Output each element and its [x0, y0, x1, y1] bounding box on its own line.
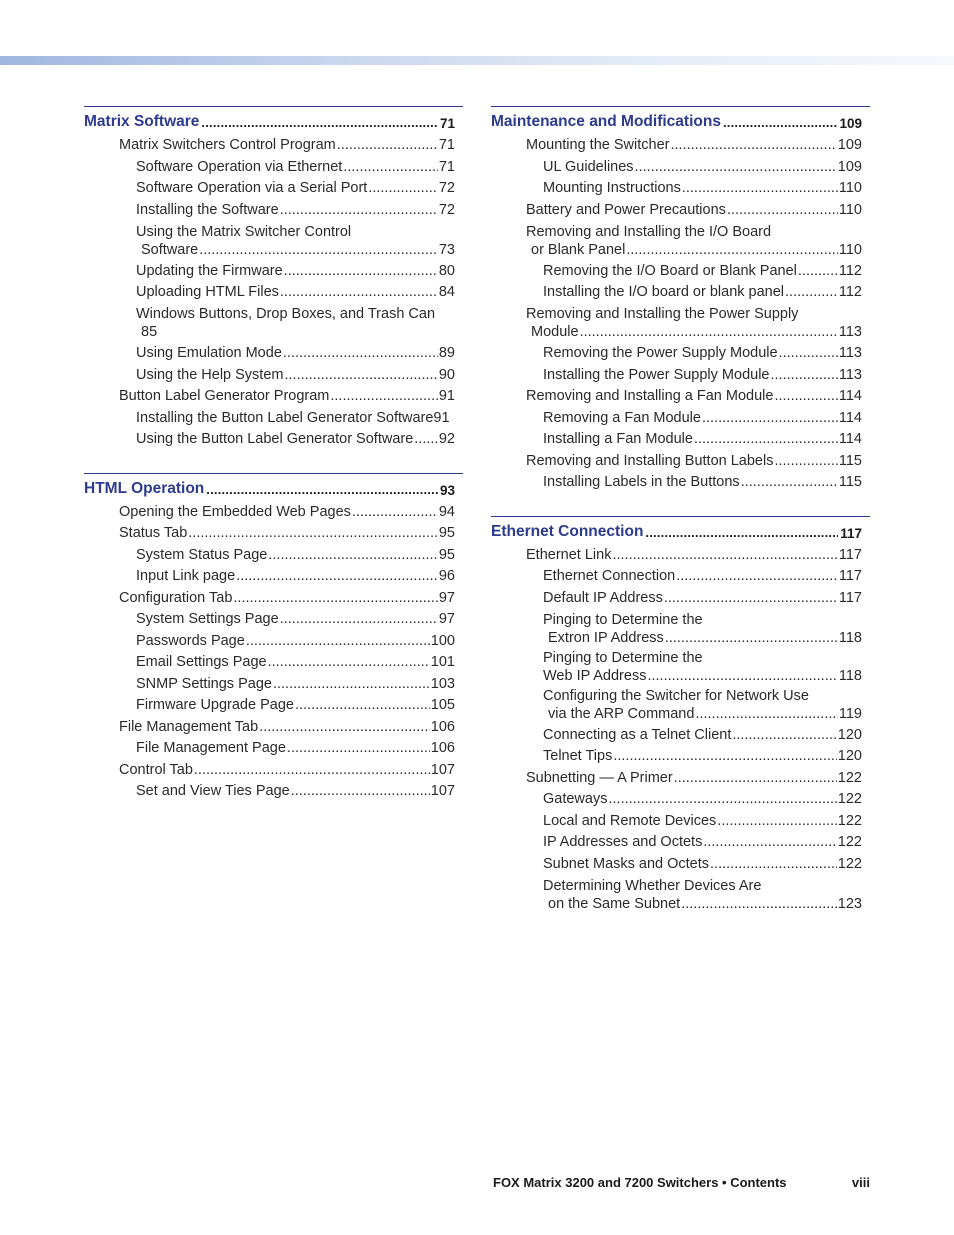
- entry-title-continued: [526, 323, 862, 341]
- toc-entry[interactable]: [491, 832, 870, 854]
- entry-title: Pinging to Determine the: [543, 611, 703, 628]
- dot-leader: [194, 760, 430, 782]
- entry-page-number: 107: [430, 761, 455, 778]
- dot-leader: [246, 631, 430, 653]
- entry-page-number: 103: [430, 675, 455, 692]
- entry-page-number: 118: [838, 667, 862, 684]
- entry-title: Set and View Ties Page: [136, 783, 290, 799]
- entry-page-number: 118: [838, 629, 862, 646]
- dot-leader: [717, 811, 837, 833]
- entry-title: Status Tab: [119, 525, 188, 541]
- entry-title: Using Emulation Mode: [136, 345, 282, 361]
- toc-entry[interactable]: [84, 261, 463, 283]
- entry-page-number: 106: [430, 740, 455, 756]
- dot-leader: [665, 629, 838, 647]
- section-heading[interactable]: [491, 516, 870, 541]
- entry-page-number: 115: [838, 474, 862, 490]
- dot-leader: [676, 566, 838, 588]
- toc-entry[interactable]: [84, 717, 463, 739]
- dot-leader: [206, 482, 438, 497]
- entry-page-number: 92: [438, 431, 455, 447]
- entry-page-number: 97: [438, 611, 455, 627]
- entry-page-number: 113: [838, 345, 862, 361]
- section-title: Ethernet Connection: [491, 522, 644, 540]
- entry-page-number: 113: [838, 366, 862, 383]
- toc-left-column: [84, 106, 463, 825]
- entry-page-number: 113: [838, 324, 862, 340]
- toc-entry[interactable]: [84, 178, 463, 200]
- entry-title: Ethernet Connection: [543, 568, 676, 584]
- section-heading[interactable]: [84, 473, 463, 498]
- entry-title: Mounting Instructions: [543, 180, 681, 196]
- entry-page-number: 95: [438, 525, 455, 541]
- toc-entry[interactable]: [491, 386, 870, 408]
- entry-title: Installing the Power Supply Module: [543, 366, 770, 383]
- footer-page-number: viii: [851, 1175, 870, 1190]
- dot-leader: [280, 282, 438, 304]
- dot-leader: [741, 472, 838, 494]
- dot-leader: [188, 523, 438, 545]
- entry-page-number: 97: [438, 589, 455, 606]
- entry-title: Removing and Installing the Power Supply: [526, 306, 799, 322]
- entry-title-continued: [136, 241, 455, 259]
- dot-leader: [284, 365, 437, 387]
- entry-title: Firmware Upgrade Page: [136, 697, 294, 713]
- dot-leader: [608, 789, 836, 811]
- toc-entry[interactable]: [491, 472, 870, 494]
- toc-entry[interactable]: [491, 789, 870, 811]
- entry-title-line2: 85: [141, 324, 158, 340]
- toc-entry[interactable]: [84, 408, 463, 430]
- toc-entry[interactable]: [84, 386, 463, 408]
- entry-title: Using the Help System: [136, 366, 284, 383]
- entry-title-continued: [543, 667, 862, 685]
- dot-leader: [645, 525, 838, 540]
- toc-entry[interactable]: [491, 877, 870, 913]
- entry-title: File Management Page: [136, 740, 286, 756]
- dot-leader: [674, 768, 837, 790]
- entry-page-number: 71: [438, 137, 455, 153]
- entry-title: Installing a Fan Module: [543, 431, 693, 447]
- entry-title: Telnet Tips: [543, 748, 613, 764]
- toc-entry[interactable]: [491, 811, 870, 833]
- entry-page-number: 84: [438, 284, 455, 300]
- entry-page-number: 107: [430, 783, 455, 799]
- entry-title: Input Link page: [136, 568, 236, 584]
- entry-page-number: 112: [838, 262, 862, 279]
- toc-entry[interactable]: [84, 502, 463, 524]
- entry-title: Updating the Firmware: [136, 262, 283, 279]
- toc-entry[interactable]: [84, 738, 463, 760]
- entry-title: Configuring the Switcher for Network Use: [543, 687, 809, 704]
- toc-entry[interactable]: [84, 588, 463, 610]
- entry-title: Installing the I/O board or blank panel: [543, 284, 785, 300]
- entry-title: Determining Whether Devices Are: [543, 877, 762, 894]
- dot-leader: [785, 282, 838, 304]
- toc-entry[interactable]: [84, 343, 463, 365]
- dot-leader: [798, 261, 838, 283]
- dot-leader: [284, 261, 438, 283]
- dot-leader: [280, 200, 438, 222]
- dot-leader: [774, 451, 837, 473]
- dot-leader: [702, 408, 838, 430]
- toc-entry[interactable]: [491, 408, 870, 430]
- entry-page-number: 90: [438, 366, 455, 383]
- toc-entry[interactable]: [491, 223, 870, 259]
- entry-title: Button Label Generator Program: [119, 388, 330, 404]
- entry-title: Removing and Installing Button Labels: [526, 452, 774, 469]
- entry-page-number: 89: [438, 345, 455, 361]
- entry-page-number: 119: [838, 705, 862, 722]
- entry-page-number: 91: [438, 388, 455, 404]
- toc-entry[interactable]: [491, 261, 870, 283]
- toc-entry[interactable]: [491, 429, 870, 451]
- dot-leader: [664, 588, 838, 610]
- entry-title: Default IP Address: [543, 589, 663, 606]
- toc-entry[interactable]: [491, 178, 870, 200]
- entry-title: File Management Tab: [119, 718, 259, 735]
- entry-title-continued: [136, 323, 455, 341]
- entry-page-number: 112: [838, 284, 862, 300]
- entry-title-continued: [543, 629, 862, 647]
- dot-leader: [295, 695, 430, 717]
- entry-title: Battery and Power Precautions: [526, 201, 726, 218]
- entry-title: Gateways: [543, 791, 608, 807]
- entry-page-number: 105: [430, 697, 455, 713]
- dot-leader: [201, 115, 438, 130]
- dot-leader: [343, 157, 438, 179]
- entry-title: Software Operation via Ethernet: [136, 158, 343, 175]
- dot-leader: [681, 895, 837, 913]
- entry-title: Removing a Fan Module: [543, 409, 701, 426]
- entry-title: Subnet Masks and Octets: [543, 855, 710, 872]
- entry-page-number: 117: [838, 589, 862, 606]
- header-gradient-bar: [0, 56, 954, 65]
- dot-leader: [268, 545, 437, 567]
- entry-title: Installing the Button Label Generator Software91: [136, 409, 450, 426]
- entry-page-number: 115: [838, 452, 862, 469]
- entry-title: Installing the Software: [136, 201, 279, 218]
- toc-entry[interactable]: [84, 523, 463, 545]
- dot-leader: [236, 566, 438, 588]
- entry-page-number: 114: [838, 409, 862, 426]
- entry-title-continued: [526, 241, 862, 259]
- dot-leader: [199, 241, 438, 259]
- section-page-number: 117: [840, 525, 862, 541]
- entry-page-number: 110: [838, 241, 862, 258]
- toc-entry[interactable]: [84, 157, 463, 179]
- entry-title-line2: Module: [531, 324, 579, 340]
- dot-leader: [694, 429, 838, 451]
- entry-title: Using the Matrix Switcher Control: [136, 223, 352, 240]
- entry-page-number: 120: [837, 726, 862, 743]
- entry-title: Removing and Installing a Fan Module: [526, 388, 774, 404]
- entry-page-number: 95: [438, 546, 455, 563]
- dot-leader: [635, 157, 837, 179]
- dot-leader: [779, 343, 838, 365]
- entry-page-number: 96: [438, 568, 455, 584]
- dot-leader: [682, 178, 838, 200]
- section-heading[interactable]: [84, 106, 463, 131]
- footer-title: FOX Matrix 3200 and 7200 Switchers • Contents: [493, 1175, 787, 1190]
- entry-title: Uploading HTML Files: [136, 284, 279, 300]
- toc-entry[interactable]: [84, 695, 463, 717]
- dot-leader: [352, 502, 438, 524]
- toc-entry[interactable]: [84, 305, 463, 341]
- entry-title: Software Operation via a Serial Port: [136, 180, 368, 196]
- section-title: Maintenance and Modifications: [491, 113, 721, 130]
- toc-entry[interactable]: [491, 725, 870, 747]
- entry-title: Matrix Switchers Control Program: [119, 137, 336, 153]
- toc-entry[interactable]: [84, 781, 463, 803]
- toc-entry[interactable]: [491, 746, 870, 768]
- entry-title: Local and Remote Devices: [543, 812, 717, 829]
- dot-leader: [233, 588, 437, 610]
- entry-page-number: 122: [837, 791, 862, 807]
- dot-leader: [368, 178, 438, 200]
- dot-leader: [268, 652, 430, 674]
- toc-entry[interactable]: [84, 365, 463, 387]
- entry-title: Windows Buttons, Drop Boxes, and Trash Can: [136, 306, 436, 322]
- entry-title: Using the Button Label Generator Software: [136, 431, 414, 447]
- dot-leader: [273, 674, 430, 696]
- dot-leader: [710, 854, 837, 876]
- section-title: HTML Operation: [84, 479, 205, 497]
- section-title: Matrix Software: [84, 113, 200, 130]
- entry-title: Pinging to Determine the: [543, 649, 703, 666]
- entry-page-number: 110: [838, 180, 862, 196]
- dot-leader: [771, 365, 838, 387]
- entry-page-number: 123: [837, 895, 862, 912]
- entry-page-number: 122: [837, 855, 862, 872]
- entry-title: Configuration Tab: [119, 589, 233, 606]
- toc-entry[interactable]: [491, 854, 870, 876]
- toc-entry[interactable]: [84, 674, 463, 696]
- entry-page-number: 72: [438, 201, 455, 218]
- toc-entry[interactable]: [491, 305, 870, 341]
- dot-leader: [283, 343, 438, 365]
- entry-page-number: 106: [430, 718, 455, 735]
- toc-entry[interactable]: [491, 282, 870, 304]
- entry-page-number: 101: [430, 654, 455, 670]
- toc-entry[interactable]: [491, 135, 870, 157]
- toc-entry[interactable]: [84, 429, 463, 451]
- toc-entry[interactable]: [84, 609, 463, 631]
- entry-page-number: 109: [837, 137, 862, 153]
- toc-entry[interactable]: [84, 282, 463, 304]
- toc-entry[interactable]: [491, 768, 870, 790]
- entry-page-number: 72: [438, 180, 455, 196]
- entry-page-number: 114: [838, 388, 862, 404]
- dot-leader: [626, 241, 838, 259]
- toc-entry[interactable]: [84, 760, 463, 782]
- section-page-number: 71: [439, 116, 455, 131]
- entry-title: Mounting the Switcher: [526, 137, 670, 153]
- section-page-number: 93: [439, 482, 455, 498]
- toc-entry[interactable]: [491, 611, 870, 647]
- entry-title-continued: [543, 895, 862, 913]
- toc-entry[interactable]: [491, 566, 870, 588]
- toc-entry[interactable]: [491, 687, 870, 723]
- toc-section: [491, 106, 870, 494]
- entry-title: Connecting as a Telnet Client: [543, 726, 732, 743]
- entry-page-number: 122: [837, 769, 862, 786]
- toc-entry[interactable]: [491, 588, 870, 610]
- dot-leader: [337, 135, 438, 157]
- entry-title: Passwords Page: [136, 632, 245, 649]
- entry-title: UL Guidelines: [543, 158, 634, 175]
- toc-right-column: [491, 106, 870, 935]
- dot-leader: [695, 705, 837, 723]
- dot-leader: [703, 832, 836, 854]
- entry-page-number: 100: [430, 632, 455, 649]
- toc-section: [84, 106, 463, 451]
- entry-title-line2: via the ARP Command: [548, 705, 695, 722]
- entry-page-number: 122: [837, 812, 862, 829]
- entry-page-number: 73: [438, 241, 455, 258]
- entry-title: IP Addresses and Octets: [543, 834, 703, 850]
- toc-entry[interactable]: [84, 631, 463, 653]
- entry-title: SNMP Settings Page: [136, 675, 272, 692]
- toc-entry[interactable]: [491, 545, 870, 567]
- section-page-number: 109: [839, 116, 862, 131]
- toc-entry[interactable]: [84, 223, 463, 259]
- entry-page-number: 110: [838, 201, 862, 218]
- entry-title: Removing the Power Supply Module: [543, 345, 778, 361]
- toc-entry[interactable]: [84, 135, 463, 157]
- dot-leader: [330, 386, 437, 408]
- toc-entry[interactable]: [84, 545, 463, 567]
- entry-page-number: 94: [438, 503, 455, 520]
- entry-page-number: 122: [837, 834, 862, 850]
- entry-title: System Settings Page: [136, 611, 279, 627]
- entry-title-line2: on the Same Subnet: [548, 895, 681, 912]
- toc-entry[interactable]: [491, 343, 870, 365]
- toc-entry[interactable]: [491, 157, 870, 179]
- entry-title: System Status Page: [136, 546, 268, 563]
- dot-leader: [613, 746, 836, 768]
- toc-entry[interactable]: [491, 200, 870, 222]
- toc-entry[interactable]: [491, 365, 870, 387]
- entry-title: Ethernet Link: [526, 546, 612, 563]
- entry-page-number: 120: [837, 748, 862, 764]
- toc-entry[interactable]: [84, 200, 463, 222]
- entry-title-continued: [543, 705, 862, 723]
- entry-title: Removing the I/O Board or Blank Panel: [543, 262, 797, 279]
- entry-page-number: 71: [438, 158, 455, 175]
- dot-leader: [580, 323, 838, 341]
- toc-entry[interactable]: [491, 649, 870, 685]
- entry-title-line2: Extron IP Address: [548, 629, 664, 646]
- dot-leader: [612, 545, 837, 567]
- entry-title: Subnetting — A Primer: [526, 769, 673, 786]
- dot-leader: [774, 386, 837, 408]
- entry-title: Email Settings Page: [136, 654, 267, 670]
- entry-page-number: 117: [838, 568, 862, 584]
- entry-page-number: 109: [837, 158, 862, 175]
- entry-page-number: 114: [838, 431, 862, 447]
- section-heading[interactable]: [491, 106, 870, 131]
- dot-leader: [647, 667, 837, 685]
- entry-title: Installing Labels in the Buttons: [543, 474, 740, 490]
- dot-leader: [414, 429, 438, 451]
- entry-title: Removing and Installing the I/O Board: [526, 223, 772, 240]
- entry-title-line2: or Blank Panel: [531, 241, 626, 258]
- dot-leader: [291, 781, 430, 803]
- dot-leader: [727, 200, 838, 222]
- entry-page-number: 117: [838, 546, 862, 563]
- dot-leader: [287, 738, 430, 760]
- dot-leader: [280, 609, 438, 631]
- entry-title-line2: Web IP Address: [543, 667, 647, 684]
- dot-leader: [723, 115, 838, 130]
- toc-section: [84, 473, 463, 803]
- entry-title: Control Tab: [119, 761, 193, 778]
- dot-leader: [670, 135, 836, 157]
- toc-section: [491, 516, 870, 913]
- entry-page-number: 80: [438, 262, 455, 279]
- dot-leader: [732, 725, 836, 747]
- entry-title: Opening the Embedded Web Pages: [119, 503, 351, 520]
- dot-leader: [259, 717, 430, 739]
- toc-entry[interactable]: [84, 652, 463, 674]
- entry-title-line2: Software: [141, 241, 199, 258]
- toc-entry[interactable]: [84, 566, 463, 588]
- toc-entry[interactable]: [491, 451, 870, 473]
